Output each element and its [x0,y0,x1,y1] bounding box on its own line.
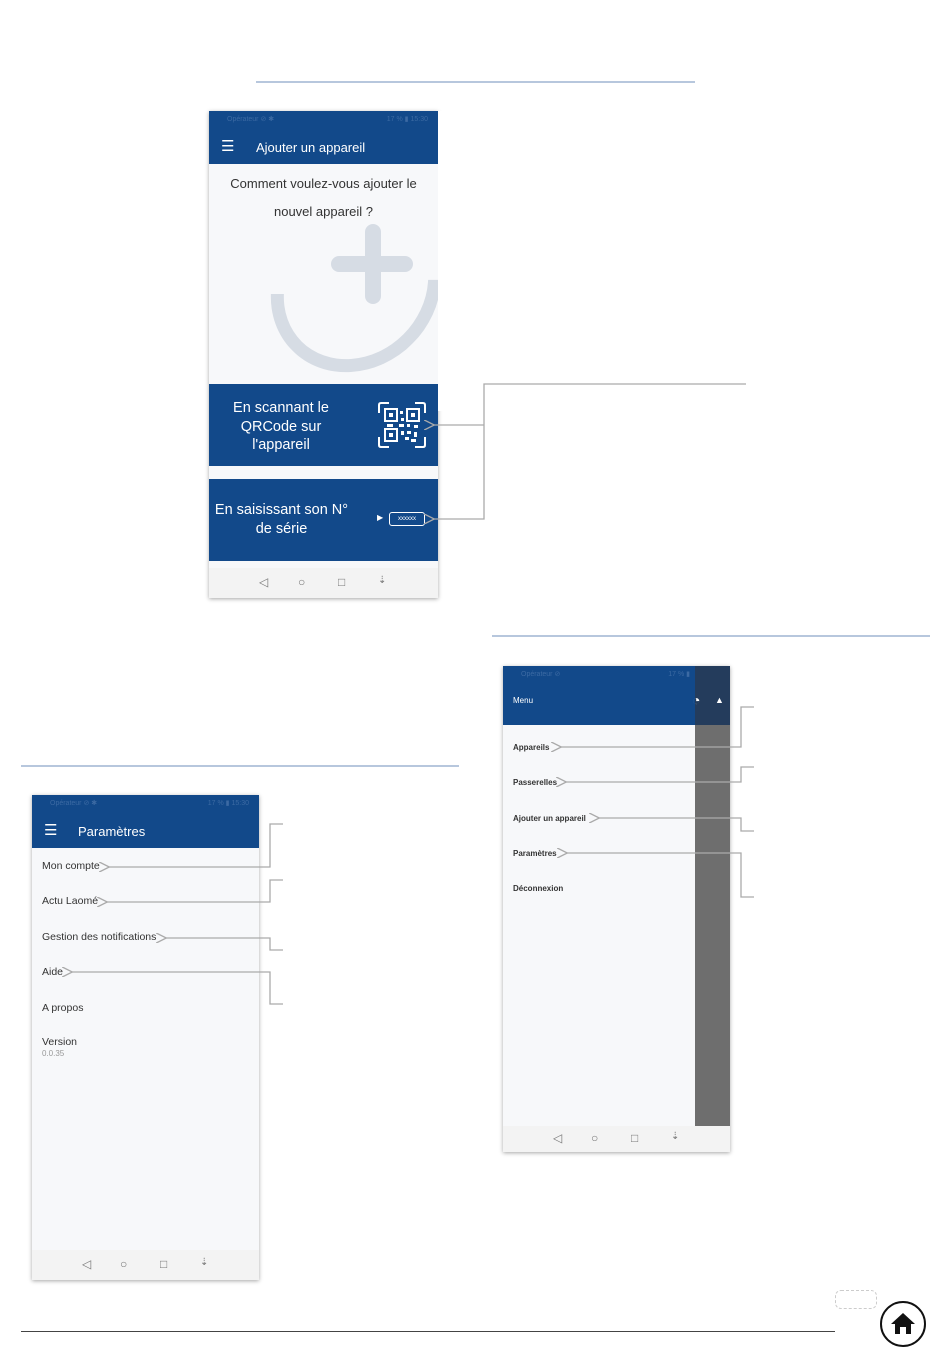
settings-item-version: Version [42,1036,78,1048]
refresh-icon: ◔ [692,692,701,708]
menu-item-logout[interactable]: Déconnexion [513,884,564,893]
recents-square-icon[interactable]: □ [160,1257,168,1271]
notification-down-icon[interactable]: ⇣ [671,1131,680,1142]
notification-down-icon[interactable]: ⇣ [200,1257,209,1268]
settings-item-about[interactable]: A propos [42,1002,84,1014]
serial-placeholder: xxxxxx [398,516,416,522]
home-circle-icon[interactable]: ○ [591,1131,599,1145]
menu-item-settings[interactable]: Paramètres [513,849,557,858]
menu-item-gateways[interactable]: Passerelles [513,778,558,787]
add-question: Comment voulez-vous ajouter le nouvel appareil ? [230,176,417,219]
status-left: Opérateur ⊘ [521,671,561,678]
enter-serial-label: En saisissant son N° de série [214,502,349,537]
page-title: Paramètres [78,824,146,839]
menu-item-devices[interactable]: Appareils [513,743,550,752]
back-icon[interactable]: ◁ [553,1131,563,1145]
hamburger-menu-icon[interactable]: ☰ [44,822,58,839]
scan-qrcode-label: En scannant le QRCode sur l'appareil [233,400,329,453]
menu-item-add-device[interactable]: Ajouter un appareil [513,814,586,823]
notification-down-icon[interactable]: ⇣ [378,575,387,586]
status-right: 17 % ▮ 15:30 [386,116,428,123]
home-button[interactable] [880,1301,926,1347]
speech-bubble-icon [835,1290,877,1309]
status-right: 17 % ▮ [668,671,690,678]
recents-square-icon[interactable]: □ [338,575,346,589]
settings-item-notifications[interactable]: Gestion des notifications [42,931,157,943]
settings-item-news[interactable]: Actu Laomé [42,895,99,907]
page-title: Ajouter un appareil [256,140,366,155]
status-left: Opérateur ⊘ ✱ [50,800,98,807]
status-right: 17 % ▮ 15:30 [207,800,249,807]
home-circle-icon[interactable]: ○ [298,575,306,589]
back-icon[interactable]: ◁ [259,575,269,589]
cursor-arrow-icon: ▶ [377,513,384,522]
bell-icon: ▲ [715,695,724,705]
status-left: Opérateur ⊘ ✱ [227,116,275,123]
settings-item-account[interactable]: Mon compte [42,860,100,872]
home-circle-icon[interactable]: ○ [120,1257,128,1271]
hamburger-menu-icon[interactable]: ☰ [221,138,235,155]
home-icon [882,1303,924,1345]
recents-square-icon[interactable]: □ [631,1131,639,1145]
version-value: 0.0.35 [42,1049,65,1058]
drawer-title: Menu [513,696,534,705]
back-icon[interactable]: ◁ [82,1257,92,1271]
settings-item-help[interactable]: Aide [42,966,64,978]
